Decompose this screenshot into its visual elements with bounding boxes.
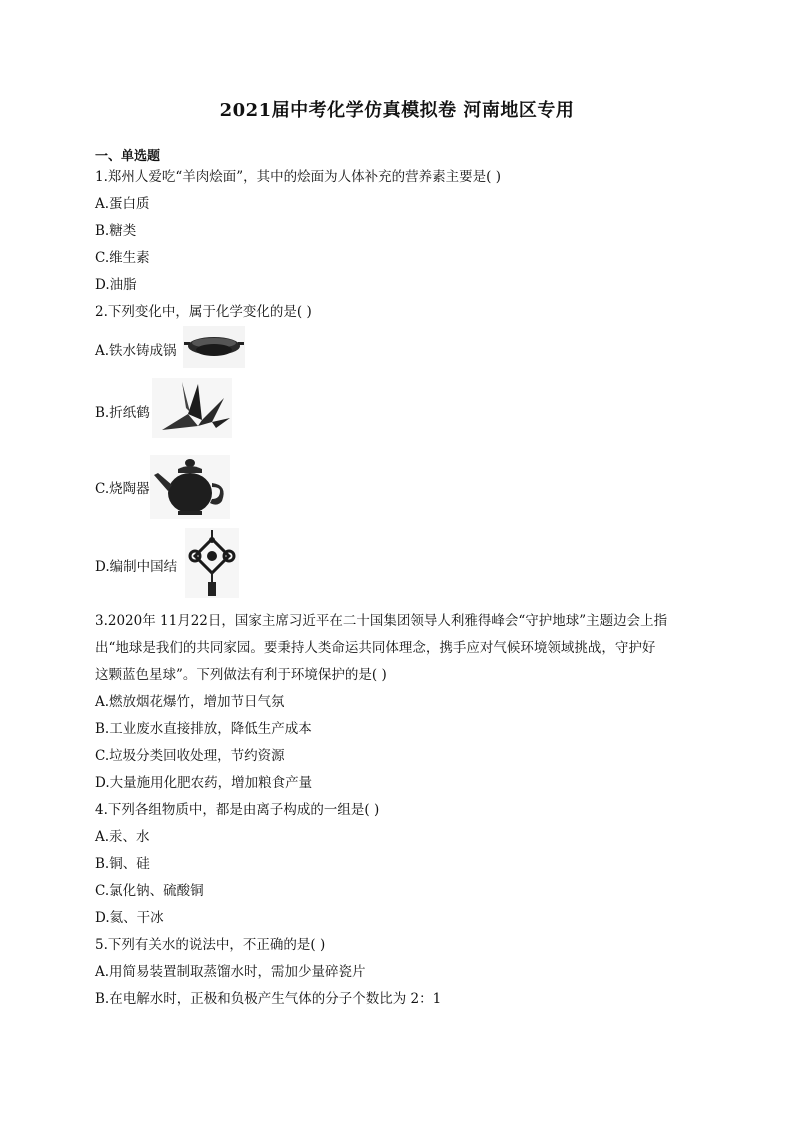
q4-option-c: C.氯化钠、硫酸铜 — [95, 883, 204, 899]
question-3-stem-line-3: 这颗蓝色星球”。下列做法有利于环境保护的是( ) — [95, 667, 387, 683]
question-5-stem: 5.下列有关水的说法中，不正确的是( ) — [95, 937, 326, 953]
q1-option-c: C.维生素 — [95, 250, 150, 266]
q1-option-b: B.糖类 — [95, 223, 137, 239]
q4-option-b: B.铜、硅 — [95, 856, 150, 872]
q1-option-d: D.油脂 — [95, 277, 137, 293]
chinese-knot-image — [185, 528, 239, 598]
q3-option-a: A.燃放烟花爆竹，增加节日气氛 — [95, 694, 285, 710]
q2-option-d: D.编制中国结 — [95, 559, 178, 575]
question-3-stem-line-2: 出“地球是我们的共同家园。要秉持人类命运共同体理念，携手应对气候环境领域挑战，守护好 — [95, 640, 656, 656]
q5-option-b: B.在电解水时，正极和负极产生气体的分子个数比为 2：1 — [95, 991, 442, 1007]
q3-option-d: D.大量施用化肥农药，增加粮食产量 — [95, 775, 313, 791]
q2-option-a: A.铁水铸成锅 — [95, 343, 177, 359]
question-2-stem: 2.下列变化中，属于化学变化的是( ) — [95, 304, 312, 320]
q3-option-b: B.工业废水直接排放，降低生产成本 — [95, 721, 312, 737]
q5-option-a: A.用简易装置制取蒸馏水时，需加少量碎瓷片 — [95, 964, 366, 980]
question-1-stem: 1.郑州人爱吃“羊肉烩面”，其中的烩面为人体补充的营养素主要是( ) — [95, 169, 502, 185]
section-heading: 一、单选题 — [95, 149, 161, 164]
q1-option-a: A.蛋白质 — [95, 196, 150, 212]
teapot-image — [150, 455, 230, 519]
page-title: 2021届中考化学仿真模拟卷 河南地区专用 — [219, 100, 575, 121]
wok-image — [183, 326, 245, 368]
question-4-stem: 4.下列各组物质中，都是由离子构成的一组是( ) — [95, 802, 380, 818]
q4-option-a: A.汞、水 — [95, 829, 150, 845]
q2-option-c: C.烧陶器 — [95, 481, 150, 497]
paper-crane-image — [152, 378, 232, 438]
question-3-stem-line-1: 3.2020年 11月22日，国家主席习近平在二十国集团领导人利雅得峰会“守护地球”主题边会上指 — [95, 613, 668, 629]
q4-option-d: D.氦、干冰 — [95, 910, 164, 926]
q2-option-b: B.折纸鹤 — [95, 405, 150, 421]
q3-option-c: C.垃圾分类回收处理，节约资源 — [95, 748, 285, 764]
